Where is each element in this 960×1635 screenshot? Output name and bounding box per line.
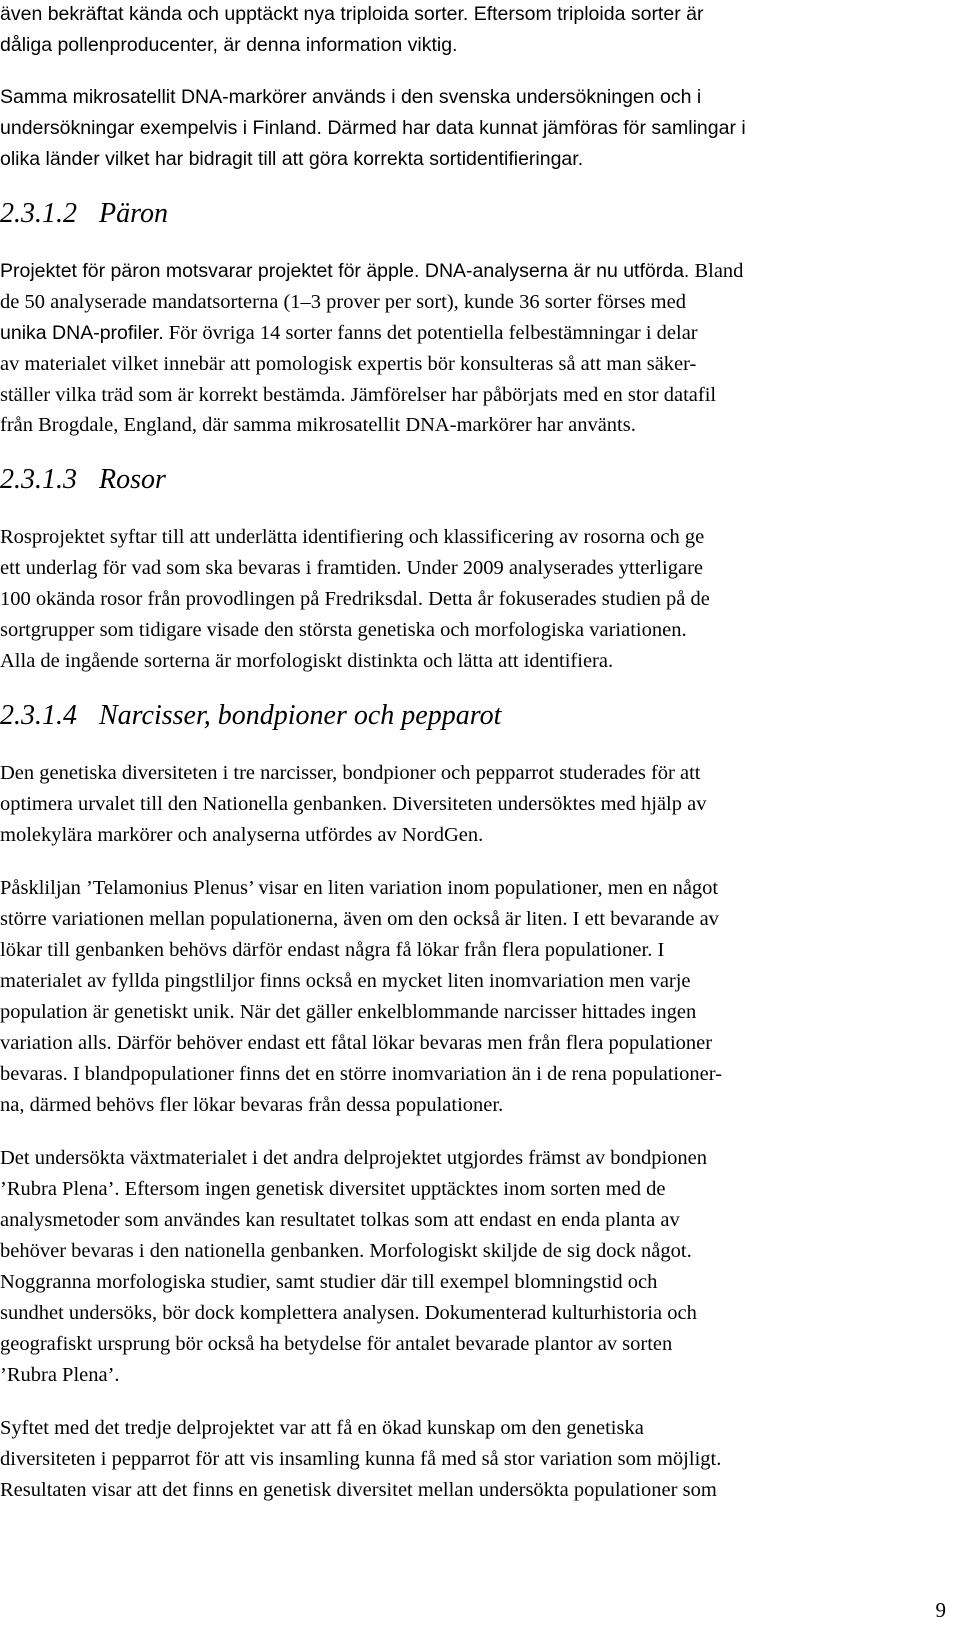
paragraph-line bbox=[0, 321, 698, 345]
paragraph-line: dåliga pollenproducenter, är denna information viktig. bbox=[0, 34, 458, 56]
paragraph-line: na, därmed behövs fler lökar bevaras från dessa populationer. bbox=[0, 1094, 504, 1116]
paragraph-line: bevaras. I blandpopulationer finns det en större inomvariation än i de rena populationer- bbox=[0, 1063, 722, 1085]
section-number: 2.3.1.4 bbox=[0, 700, 77, 731]
paragraph-line: olika länder vilket har bidragit till att göra korrekta sortidentifieringar. bbox=[0, 148, 584, 170]
paragraph-line: Syftet med det tredje delprojektet var att få en ökad kunskap om den genetiska bbox=[0, 1417, 644, 1439]
paragraph-line: population är genetiskt unik. När det gäller enkelblommande narcisser hittades ingen bbox=[0, 1001, 697, 1023]
paragraph-text-serif: Bland bbox=[689, 260, 744, 282]
paragraph-line: materialet av fyllda pingstliljor finns också en mycket liten inomvariation men varje bbox=[0, 970, 691, 992]
paragraph-line: även bekräftat kända och upptäckt nya triploida sorter. Eftersom triploida sorter är bbox=[0, 3, 704, 25]
paragraph-line: ’Rubra Plena’. bbox=[0, 1364, 120, 1386]
paragraph-line: Det undersökta växtmaterialet i det andra delprojektet utgjordes främst av bondpionen bbox=[0, 1147, 708, 1169]
paragraph-line: diversiteten i pepparrot för att vis insamling kunna få med så stor variation som möjligt. bbox=[0, 1448, 722, 1470]
paragraph-line: Den genetiska diversiteten i tre narcisser, bondpioner och pepparrot studerades för att bbox=[0, 762, 701, 784]
paragraph-line: de 50 analyserade mandatsorterna (1–3 prover per sort), kunde 36 sorter förses med bbox=[0, 291, 686, 313]
paragraph-line: ställer vilka träd som är korrekt bestämda. Jämförelser har påbörjats med en stor datafil bbox=[0, 384, 717, 406]
section-heading-narcisser bbox=[0, 700, 501, 732]
section-heading-paron bbox=[0, 198, 168, 230]
paragraph-line: 100 okända rosor från provodlingen på Fredriksdal. Detta år fokuserades studien på de bbox=[0, 588, 710, 610]
paragraph-line: ’Rubra Plena’. Eftersom ingen genetisk diversitet upptäcktes inom sorten med de bbox=[0, 1178, 666, 1200]
section-heading-rosor bbox=[0, 464, 166, 496]
section-number: 2.3.1.2 bbox=[0, 198, 77, 229]
paragraph-line: Resultaten visar att det finns en genetisk diversitet mellan undersökta populationer som bbox=[0, 1479, 717, 1501]
paragraph-line: optimera urvalet till den Nationella genbanken. Diversiteten undersöktes med hjälp av bbox=[0, 793, 707, 815]
paragraph-line: sundhet undersöks, bör dock komplettera analysen. Dokumenterad kulturhistoria och bbox=[0, 1302, 697, 1324]
paragraph-line: geografiskt ursprung bör också ha betydelse för antalet bevarade plantor av sorten bbox=[0, 1333, 673, 1355]
section-title: Päron bbox=[99, 198, 168, 229]
section-title: Narcisser, bondpioner och pepparot bbox=[99, 700, 502, 731]
paragraph-line: större variationen mellan populationerna, även om den också är liten. I ett bevarande av bbox=[0, 908, 719, 930]
paragraph-text-sans: unika DNA-profiler. bbox=[0, 322, 164, 344]
section-number: 2.3.1.3 bbox=[0, 464, 77, 495]
paragraph-text-sans: Projektet för päron motsvarar projektet för äpple. DNA-analyserna är nu utförda. bbox=[0, 260, 690, 282]
paragraph-line: molekylära markörer och analyserna utfördes av NordGen. bbox=[0, 824, 484, 846]
paragraph-line: behöver bevaras i den nationella genbanken. Morfologiskt skiljde de sig dock något. bbox=[0, 1240, 692, 1262]
paragraph-line: Alla de ingående sorterna är morfologiskt distinkta och lätta att identifiera. bbox=[0, 650, 614, 672]
paragraph-line: analysmetoder som användes kan resultatet tolkas som att endast en enda planta av bbox=[0, 1209, 680, 1231]
paragraph-line: ett underlag för vad som ska bevaras i framtiden. Under 2009 analyserades ytterligare bbox=[0, 557, 704, 579]
paragraph-line: lökar till genbanken behövs därför endast några få lökar från flera populationer. I bbox=[0, 939, 665, 961]
paragraph-line: sortgrupper som tidigare visade den största genetiska och morfologiska variationen. bbox=[0, 619, 687, 641]
paragraph-line: Samma mikrosatellit DNA-markörer används i den svenska undersökningen och i bbox=[0, 86, 702, 108]
paragraph-text-serif: För övriga 14 sorter fanns det potentiella felbestämningar i delar bbox=[163, 322, 698, 344]
paragraph-line: från Brogdale, England, där samma mikrosatellit DNA-markörer har använts. bbox=[0, 414, 636, 436]
paragraph-line: Noggranna morfologiska studier, samt studier där till exempel blomningstid och bbox=[0, 1271, 658, 1293]
paragraph-line: Rosprojektet syftar till att underlätta identifiering och klassificering av rosorna och ge bbox=[0, 526, 705, 548]
paragraph-line: Påskliljan ’Telamonius Plenus’ visar en liten variation inom populationer, men en något bbox=[0, 877, 719, 899]
page-number: 9 bbox=[935, 1598, 946, 1622]
paragraph-line bbox=[0, 259, 743, 283]
paragraph-line: av materialet vilket innebär att pomologisk expertis bör konsulteras så att man säker- bbox=[0, 353, 697, 375]
paragraph-line: variation alls. Därför behöver endast ett fåtal lökar bevaras men från flera populationer bbox=[0, 1032, 713, 1054]
section-title: Rosor bbox=[99, 464, 166, 495]
paragraph-line: undersökningar exempelvis i Finland. Därmed har data kunnat jämföras för samlingar i bbox=[0, 117, 746, 139]
